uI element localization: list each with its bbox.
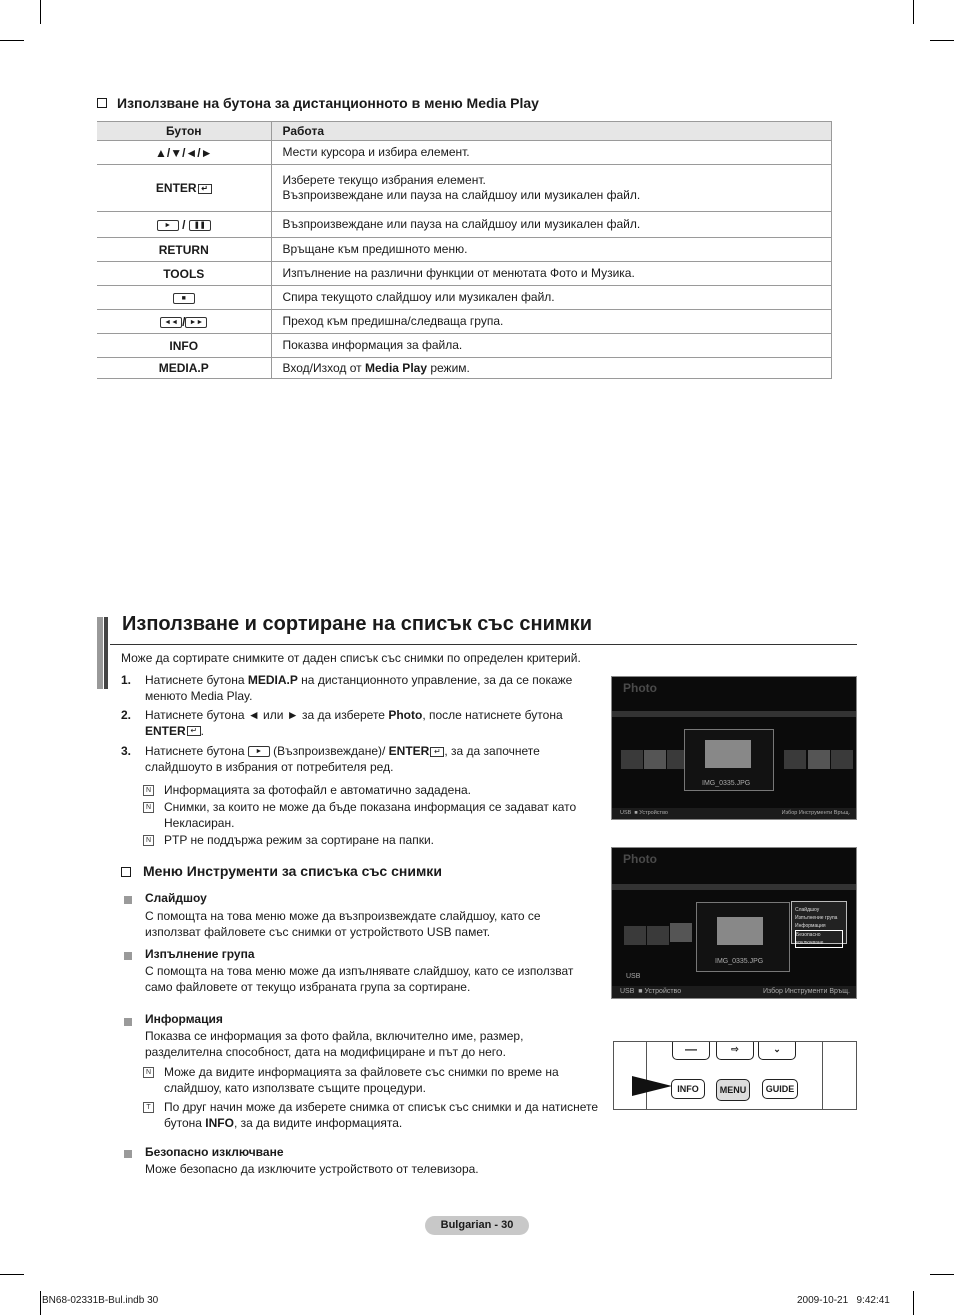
note bbox=[143, 783, 593, 799]
photo-thumbnail bbox=[831, 750, 853, 769]
action-cell: Връщане към предишното меню. bbox=[271, 238, 832, 262]
fast-forward-icon: ►► bbox=[185, 317, 207, 328]
crop-mark bbox=[930, 1274, 954, 1275]
selected-photo[interactable] bbox=[696, 902, 790, 972]
pointer-arrow-icon bbox=[632, 1074, 672, 1098]
tip bbox=[143, 1100, 613, 1131]
tip-text: , за да видите информацията. bbox=[233, 1115, 403, 1130]
step-bold: MEDIA.P bbox=[247, 673, 298, 687]
bullet-icon bbox=[124, 896, 132, 904]
action-text: режим. bbox=[427, 360, 470, 375]
item-text: С помощта на това меню може да възпроизвеждате слайдшоу, като се използват файловете със снимки от устройството USB памет. bbox=[145, 909, 541, 939]
table-row bbox=[97, 212, 832, 238]
page-number: Bulgarian - 30 bbox=[425, 1216, 529, 1235]
step-text bbox=[145, 708, 595, 739]
enter-icon: ↵ bbox=[187, 726, 201, 736]
step-text-part: Натиснете бутона bbox=[145, 673, 248, 687]
step-text-part: на дистанционното управление, за да се покаже менюто Media Play. bbox=[145, 673, 573, 703]
enter-icon: ↵ bbox=[430, 747, 444, 757]
note-text: Информацията за фотофайл е автоматично зададена. bbox=[164, 783, 471, 797]
table-row bbox=[97, 286, 832, 310]
photo-thumbnail bbox=[670, 923, 692, 942]
action-cell: Преход към предишна/следваща група. bbox=[271, 310, 832, 334]
photo-thumbnail bbox=[647, 926, 669, 945]
action-line: Възпроизвеждане или пауза на слайдшоу или музикален файл. bbox=[282, 188, 641, 202]
heading-bar bbox=[104, 617, 108, 689]
note-text: PTP не поддържа режим за сортиране на папки. bbox=[164, 833, 434, 847]
rewind-icon: ◄◄ bbox=[160, 317, 182, 328]
note-icon: N bbox=[143, 802, 154, 813]
pause-icon: ❚❚ bbox=[189, 220, 211, 231]
remote-control-image bbox=[613, 1041, 857, 1110]
screen-title: Photo bbox=[623, 852, 657, 866]
play-icon: ► bbox=[157, 220, 179, 231]
item-title: Безопасно изключване bbox=[145, 1145, 284, 1159]
table-header: Бутон bbox=[97, 122, 271, 141]
note bbox=[143, 1065, 593, 1096]
enter-icon: ↵ bbox=[198, 184, 212, 194]
step-number: 3. bbox=[121, 744, 132, 758]
note-icon: N bbox=[143, 835, 154, 846]
button-cell: TOOLS bbox=[97, 262, 271, 286]
bullet-icon bbox=[124, 952, 132, 960]
table-row bbox=[97, 310, 832, 334]
step-text bbox=[145, 744, 595, 775]
file-info: BN68-02331B-Bul.indb 30 bbox=[42, 1295, 159, 1306]
bullet-icon bbox=[124, 1018, 132, 1026]
print-date: 2009-10-21 9:42:41 bbox=[797, 1295, 890, 1306]
item-text: Показва се информация за фото файла, включително име, размер, разделителна способност, дата на модифициране и път до него. bbox=[145, 1029, 524, 1059]
tools-menu-item[interactable]: Слайдшоу bbox=[795, 907, 820, 913]
section2-title: Използване и сортиране на списък със снимки bbox=[122, 613, 592, 635]
step-text-part: , после натиснете бутона bbox=[422, 708, 563, 722]
checkbox-square-icon bbox=[97, 98, 107, 108]
stop-icon: ■ bbox=[173, 293, 195, 304]
key-guide: Избор Инструменти Връщ. bbox=[762, 988, 850, 995]
usb-label: USB bbox=[620, 810, 632, 816]
step-number: 2. bbox=[121, 708, 132, 722]
action-text: Вход/Изход от bbox=[282, 360, 365, 375]
tip-text: По друг начин може да изберете снимка от списък със снимки и да натиснете бутона bbox=[164, 1100, 599, 1130]
device-label: Устройство bbox=[639, 810, 668, 816]
table-row bbox=[97, 358, 832, 379]
button-cell bbox=[97, 310, 271, 334]
tools-menu-item[interactable]: Безопасно изключване bbox=[795, 930, 843, 948]
note-text: Може да видите информацията за файловете със снимки по време на слайдшоу, като използвате същите процедури. bbox=[164, 1065, 559, 1095]
step-bold: ENTER bbox=[388, 744, 430, 758]
table-row bbox=[97, 262, 832, 286]
remote-buttons-table bbox=[97, 121, 832, 379]
crop-mark bbox=[0, 40, 24, 41]
device-label: Устройство bbox=[644, 988, 682, 995]
table-header-row bbox=[97, 122, 832, 141]
note-icon: N bbox=[143, 785, 154, 796]
item-text: Може безопасно да изключите устройството от телевизора. bbox=[145, 1162, 479, 1176]
photo-preview bbox=[717, 917, 763, 945]
bullet-icon bbox=[124, 1150, 132, 1158]
action-cell: Мести курсора и избира елемент. bbox=[271, 141, 832, 165]
heading-rule bbox=[110, 644, 857, 645]
usb-label: USB bbox=[626, 973, 641, 980]
separator: / bbox=[182, 314, 186, 329]
crop-mark bbox=[913, 0, 914, 24]
usb-label: USB bbox=[620, 988, 635, 995]
selected-photo[interactable] bbox=[684, 729, 774, 791]
menu-button: MENU bbox=[716, 1079, 750, 1101]
crop-mark bbox=[0, 1274, 24, 1275]
tools-menu-title bbox=[121, 864, 442, 880]
note-icon: N bbox=[143, 1067, 154, 1078]
section1-title-text: Използване на бутона за дистанционното в меню Media Play bbox=[117, 95, 539, 111]
action-cell: Показва информация за файла. bbox=[271, 334, 832, 358]
button-cell bbox=[97, 212, 271, 238]
table-header: Работа bbox=[271, 122, 832, 141]
table-row bbox=[97, 141, 832, 165]
button-cell: INFO bbox=[97, 334, 271, 358]
key-guide: Избор Инструменти Връщ. bbox=[781, 810, 850, 816]
remote-edge bbox=[822, 1042, 823, 1110]
enter-label: ENTER bbox=[155, 181, 197, 195]
action-cell bbox=[271, 165, 832, 212]
crop-mark bbox=[930, 40, 954, 41]
tools-menu-item[interactable]: Информация bbox=[795, 923, 826, 929]
photo-thumbnail bbox=[784, 750, 806, 769]
chevron-down-icon: ⌄ bbox=[758, 1041, 796, 1060]
play-icon: ► bbox=[248, 746, 270, 757]
tools-menu-item[interactable]: Изпълнение група bbox=[795, 915, 838, 921]
tools-menu-title-text: Меню Инструменти за списъка със снимки bbox=[143, 863, 442, 879]
table-row bbox=[97, 334, 832, 358]
source-button: ⇨ bbox=[716, 1041, 754, 1060]
heading-bar bbox=[97, 617, 103, 689]
action-line: Изберете текущо избрания елемент. bbox=[282, 173, 486, 187]
button-cell: RETURN bbox=[97, 238, 271, 262]
photo-preview bbox=[705, 740, 751, 768]
action-cell: Изпълнение на различни функции от менютата Фото и Музика. bbox=[271, 262, 832, 286]
button-cell: ▲/▼/◄/► bbox=[97, 141, 271, 165]
table-row bbox=[97, 165, 832, 212]
step-text-part: Натиснете бутона bbox=[145, 744, 248, 758]
intro-text: Може да сортирате снимките от даден списък със снимки по определен критерий. bbox=[121, 651, 581, 665]
item-title: Информация bbox=[145, 1012, 223, 1026]
step-text bbox=[145, 673, 595, 704]
photo-screen-1 bbox=[611, 676, 857, 820]
tools-menu bbox=[791, 901, 847, 944]
step-text-part: , за да започнете слайдшоуто в избрания от потребителя ред. bbox=[145, 744, 540, 774]
step-number: 1. bbox=[121, 673, 132, 687]
section1-title bbox=[97, 95, 539, 111]
sort-bar bbox=[612, 711, 857, 717]
photo-screen-2 bbox=[611, 847, 857, 999]
file-name: IMG_0335.JPG bbox=[702, 780, 751, 787]
crop-mark bbox=[40, 0, 41, 24]
step-bold: ENTER bbox=[145, 723, 186, 738]
photo-thumbnail bbox=[624, 926, 646, 945]
action-bold: Media Play bbox=[364, 360, 427, 375]
info-button: INFO bbox=[671, 1079, 705, 1099]
action-cell: Спира текущото слайдшоу или музикален файл. bbox=[271, 286, 832, 310]
photo-thumbnail bbox=[644, 750, 666, 769]
photo-thumbnail bbox=[808, 750, 830, 769]
tip-bold: INFO bbox=[205, 1115, 234, 1130]
crop-mark bbox=[913, 1291, 914, 1315]
item-text: С помощта на това меню може да изпълнявате слайдшоу, като се използват само файловете от текущо избраната група за сортиране. bbox=[145, 964, 574, 994]
tip-icon: T bbox=[143, 1102, 154, 1113]
status-bar: USB ■ Устройство Избор Инструменти Връщ. bbox=[612, 808, 856, 819]
photo-thumbnail bbox=[621, 750, 643, 769]
separator: / bbox=[182, 217, 186, 232]
file-name: IMG_0335.JPG bbox=[715, 958, 764, 965]
step-text-part: . bbox=[200, 723, 205, 738]
sort-bar bbox=[612, 884, 857, 890]
note bbox=[143, 800, 593, 831]
step-text-part: (Възпроизвеждане)/ bbox=[269, 744, 389, 758]
table-row bbox=[97, 238, 832, 262]
minus-button: — bbox=[672, 1041, 710, 1060]
crop-mark bbox=[40, 1291, 41, 1315]
note bbox=[143, 833, 593, 849]
status-bar: USB ■ Устройство Избор Инструменти Връщ. bbox=[612, 986, 856, 998]
action-cell bbox=[271, 358, 832, 379]
note-text: Снимки, за които не може да бъде показана информация се задават като Некласиран. bbox=[164, 800, 577, 830]
screen-title: Photo bbox=[623, 681, 657, 695]
button-cell bbox=[97, 165, 271, 212]
step-bold: Photo bbox=[388, 708, 423, 722]
button-cell: MEDIA.P bbox=[97, 358, 271, 379]
action-cell: Възпроизвеждане или пауза на слайдшоу или музикален файл. bbox=[271, 212, 832, 238]
item-title: Слайдшоу bbox=[145, 891, 207, 905]
button-cell bbox=[97, 286, 271, 310]
guide-button: GUIDE bbox=[762, 1079, 798, 1099]
step-text-part: Натиснете бутона ◄ или ► за да изберете bbox=[145, 708, 389, 722]
checkbox-square-icon bbox=[121, 867, 131, 877]
item-title: Изпълнение група bbox=[145, 947, 255, 961]
